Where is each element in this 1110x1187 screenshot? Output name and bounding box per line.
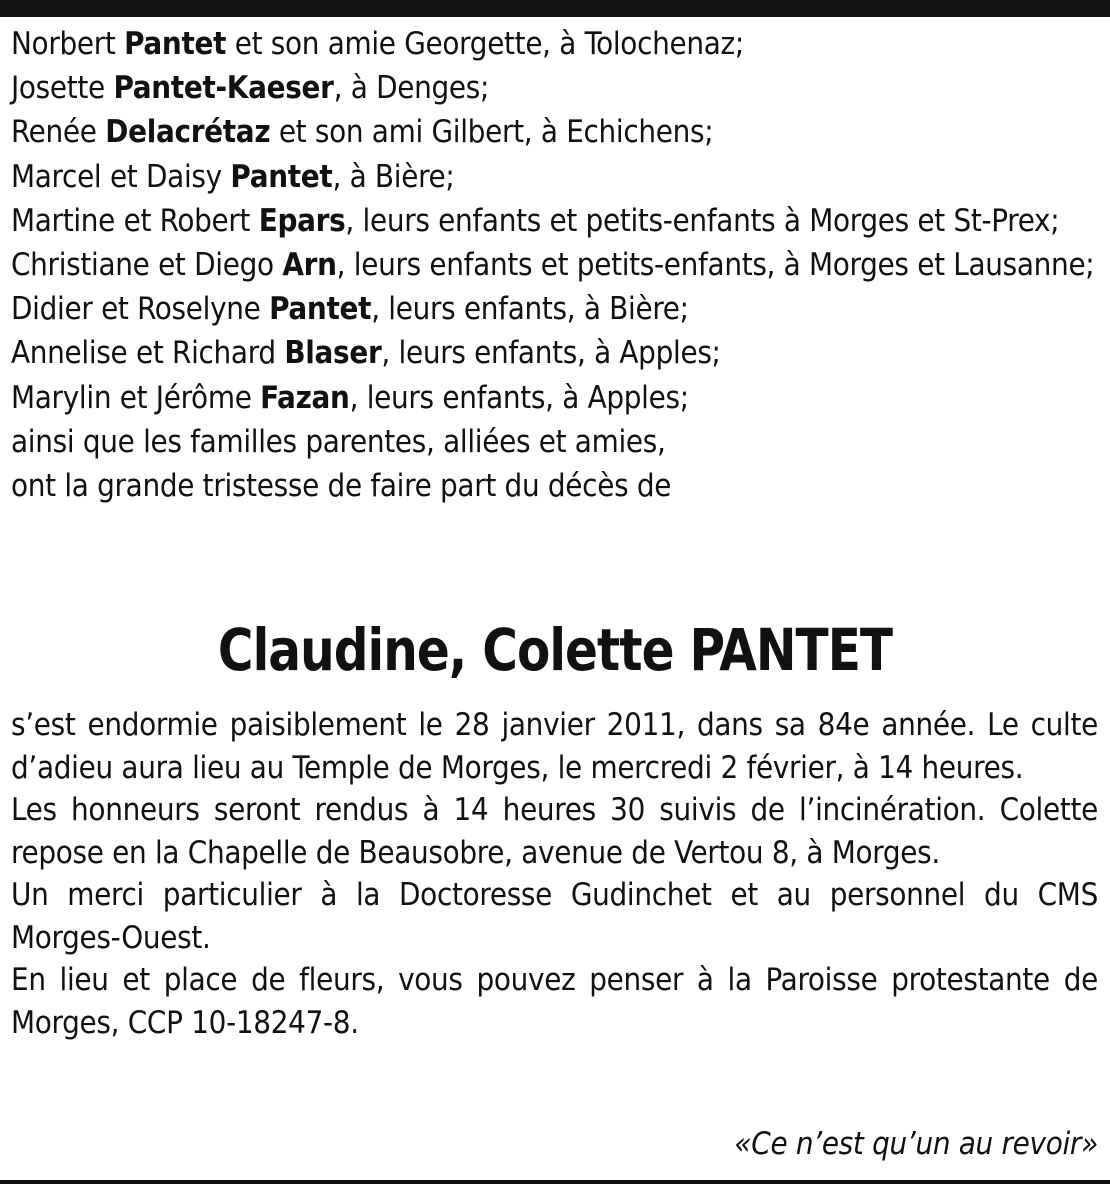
family-line: Didier et Roselyne Pantet, leurs enfants, à Bière; (11, 291, 689, 328)
family-line: Renée Delacrétaz et son ami Gilbert, à Echichens; (11, 114, 714, 151)
family-line: ainsi que les familles parentes, alliées et amies, (11, 423, 666, 460)
closing-quote: «Ce n’est qu’un au revoir» (734, 1126, 1098, 1162)
family-line: ont la grande tristesse de faire part du décès de (11, 468, 672, 505)
body-paragraph: s’est endormie paisiblement le 28 janvier 2011, dans sa 84e année. Le culte d’adieu aura lieu au Temple de Morges, le mercredi 2 février, à 14 heures. (11, 707, 1098, 786)
family-line: Christiane et Diego Arn, leurs enfants et petits-enfants, à Morges et Lausanne; (11, 247, 1095, 284)
family-list (11, 22, 1101, 508)
family-line: Martine et Robert Epars, leurs enfants et petits-enfants à Morges et St-Prex; (11, 202, 1060, 239)
family-line: Marylin et Jérôme Fazan, leurs enfants, à Apples; (11, 379, 689, 416)
family-line: Marcel et Daisy Pantet, à Bière; (11, 158, 455, 195)
family-line: Norbert Pantet et son amie Georgette, à Tolochenaz; (11, 26, 744, 62)
family-line: Annelise et Richard Blaser, leurs enfants, à Apples; (11, 335, 721, 372)
bottom-rule (0, 1180, 1110, 1184)
announcement-body (11, 704, 1098, 1044)
top-rule (0, 0, 1110, 17)
body-paragraph: Les honneurs seront rendus à 14 heures 30 suivis de l’incinération. Colette repose en la Chapelle de Beausobre, avenue de Vertou 8, à Morges. (11, 792, 1098, 871)
body-paragraph: Un merci particulier à la Doctoresse Gudinchet et au personnel du CMS Morges-Ouest. (11, 877, 1098, 956)
body-paragraph: En lieu et place de fleurs, vous pouvez penser à la Paroisse protestante de Morges, CCP 10-18247-8. (11, 962, 1098, 1041)
family-line: Josette Pantet-Kaeser, à Denges; (11, 70, 490, 107)
deceased-name: Claudine, Colette PANTET (217, 616, 893, 684)
